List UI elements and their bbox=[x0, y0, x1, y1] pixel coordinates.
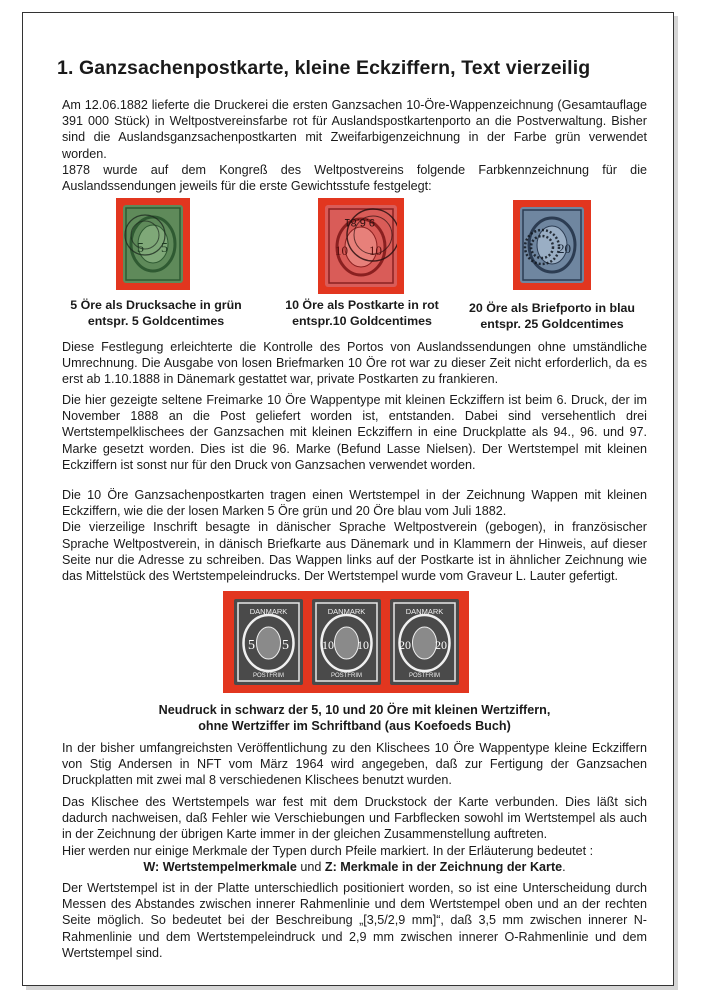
caption-line: ohne Wertziffer im Schriftband (aus Koefoeds Buch) bbox=[198, 718, 511, 733]
intro-paragraph bbox=[62, 97, 647, 194]
stamp-image bbox=[520, 207, 584, 283]
reprint-stamp-20 bbox=[390, 599, 459, 685]
reprint-country: DANMARK bbox=[249, 607, 288, 616]
stamp-5-ore-green bbox=[116, 198, 190, 290]
paragraph-5 bbox=[62, 487, 647, 584]
caption-line: entspr. 5 Goldcentimes bbox=[87, 313, 225, 328]
caption-line: 10 Öre als Postkarte in rot bbox=[285, 298, 439, 312]
reprint-strip bbox=[223, 591, 469, 693]
reprint-value-left: 20 bbox=[399, 638, 411, 652]
paragraph-4: Die hier gezeigte seltene Freimarke 10 Öre Wappentype mit kleinen Eckziffern ist beim 6. Druck, der im November 1888 an die Post geliefert worden ist, entstanden. Dabei sind versehentlich drei Wertstempelklischees der Ganzsachen mit kleinen Eckziffern in eine Druckplatte als 94., 96. und 97. Marke gesetzt worden. Dies ist die 96. Marke (Befund Lasse Nielsen). Der Wertstempel mit kleinen Eckziffern ist sonst nur für den Druck von Ganzsachen verwendet worden. bbox=[62, 393, 647, 472]
caption-line: entspr.10 Goldcentimes bbox=[292, 313, 432, 328]
paragraph-3: Diese Festlegung erleichterte die Kontrolle des Portos von Auslandssendungen ohne umständliche Umrechnung. Die Ausgabe von losen Briefmarken 10 Öre rot war zu dieser Zeit nicht erforderlich, da es erst ab 1.10.1888 in Dänemark gestattet war, private Postkarten zu frankieren. bbox=[62, 340, 647, 387]
page-title: 1. Ganzsachenpostkarte, kleine Eckziffern, Text vierzeilig bbox=[57, 57, 591, 79]
svg-text:9.6.81: 9.6.81 bbox=[344, 216, 375, 228]
legend-z: Z: Merkmale in der Zeichnung der Karte bbox=[324, 860, 563, 874]
legend-und: und bbox=[296, 860, 325, 874]
stamp-caption-3 bbox=[458, 301, 646, 332]
svg-text:20: 20 bbox=[558, 241, 571, 256]
caption-line: 5 Öre als Drucksache in grün bbox=[70, 298, 242, 312]
reprint-value-left: 5 bbox=[248, 638, 255, 653]
caption-line: 20 Öre als Briefporto in blau bbox=[469, 301, 635, 315]
paragraph-7: Das Klischee des Wertstempels war fest mit dem Druckstock der Karte verbunden. Dies läßt sich dadurch nachweisen, daß Fehler wie Verschiebungen und Farbflecken sowohl im Wertstempel als auch in der Zeichnung der übrigen Karte immer in der gleichen Zusammenstellung auftreten. bbox=[62, 795, 647, 842]
reprint-country: DANMARK bbox=[327, 607, 366, 616]
paragraph-9: Der Wertstempel ist in der Platte unterschiedlich positioniert worden, so ist eine Unterscheidung durch Messen des Abstandes zwischen innerer Rahmenlinie und dem Wertstempel oben und an der rechten Seite möglich. So bedeutet bei der Beschreibung „[3,5/2,9 mm]“, daß 3,5 mm zwischen innerer N-Rahmenlinie und dem Wertstempeleindruck und 2,9 mm zwischen innerer O-Rahmenlinie und dem Wertstempel sind. bbox=[62, 881, 647, 960]
reprint-value-right: 20 bbox=[435, 638, 447, 652]
svg-text:5: 5 bbox=[137, 241, 144, 256]
stamp-image bbox=[325, 205, 397, 287]
reprint-value-right: 5 bbox=[282, 638, 289, 653]
paragraph-5b: Die vierzeilige Inschrift besagte in dänischer Sprache Weltpostverein (gebogen), in französischer Sprache Weltpostverein, in dänisch Briefkarte aus Dänemark und in Klammern der Hinweis, auf dieser Seite nur die Adresse zu schreiben. Das Wappen links auf der Postkarte ist in ähnlicher Zeichnung wie das Mittelstück des Wertstempeleindrucks. Der Wertstempel wurde vom Graveur L. Lauter gefertigt. bbox=[62, 520, 647, 584]
reprint-caption bbox=[62, 703, 647, 734]
legend-w: W: Wertstempelmerkmale bbox=[143, 860, 297, 874]
reprint-band: POSTFRIM bbox=[409, 673, 440, 679]
stamp-caption-1 bbox=[58, 298, 254, 329]
legend-line bbox=[62, 859, 647, 875]
paragraph-8: Hier werden nur einige Merkmale der Typen durch Pfeile markiert. In der Erläuterung bedeutet : bbox=[62, 844, 594, 858]
svg-text:10: 10 bbox=[369, 243, 382, 258]
reprint-stamp-5 bbox=[234, 599, 303, 685]
svg-text:5: 5 bbox=[161, 241, 168, 256]
svg-text:10: 10 bbox=[335, 243, 348, 258]
legend-end: . bbox=[562, 860, 566, 874]
caption-line: Neudruck in schwarz der 5, 10 und 20 Öre mit kleinen Wertziffern, bbox=[158, 703, 551, 717]
paragraph-5a: Die 10 Öre Ganzsachenpostkarten tragen einen Wertstempel in der Zeichnung Wappen mit kleinen Eckziffern, wie die der losen Marken 5 Öre grün und 20 Öre blau vom Juli 1882. bbox=[62, 488, 647, 519]
stamp-20-ore-blue bbox=[513, 200, 591, 290]
reprint-country: DANMARK bbox=[405, 607, 444, 616]
reprint-band: POSTFRIM bbox=[331, 673, 362, 679]
reprint-value-left: 10 bbox=[322, 638, 334, 652]
intro-text-1: Am 12.06.1882 lieferte die Druckerei die ersten Ganzsachen 10-Öre-Wappenzeichnung (Gesamtauflage 391 000 Stück) in Weltpostvereinsfarbe rot für Auslandspostkartenporto an die Postverwaltung. Bisher sind die Auslandsganzsachenpostkarten mit Zweifarbigenzeichnung in der Farbe grün verwendet worden. bbox=[62, 98, 647, 161]
reprint-band: POSTFRIM bbox=[253, 673, 284, 679]
stamp-image bbox=[123, 205, 183, 283]
stamp-10-ore-red bbox=[318, 198, 404, 294]
reprint-stamp-10 bbox=[312, 599, 381, 685]
intro-text-2: 1878 wurde auf dem Kongreß des Weltpostvereins folgende Farbkennzeichnung für die Auslandssendungen jeweils für die erste Gewichtsstufe festgelegt: bbox=[62, 162, 647, 194]
paragraph-6: In der bisher umfangreichsten Veröffentlichung zu den Klischees 10 Öre Wappentype kleine Eckziffern von Stig Andersen in NFT vom März 1964 wird angegeben, daß zur Fertigung der Ganzsachen Druckplatten mit zwei mal 8 verschiedenen Klischees benutzt wurden. bbox=[62, 741, 647, 788]
caption-line: entspr. 25 Goldcentimes bbox=[480, 316, 624, 331]
reprint-value-right: 10 bbox=[357, 638, 369, 652]
stamp-caption-2 bbox=[264, 298, 460, 329]
